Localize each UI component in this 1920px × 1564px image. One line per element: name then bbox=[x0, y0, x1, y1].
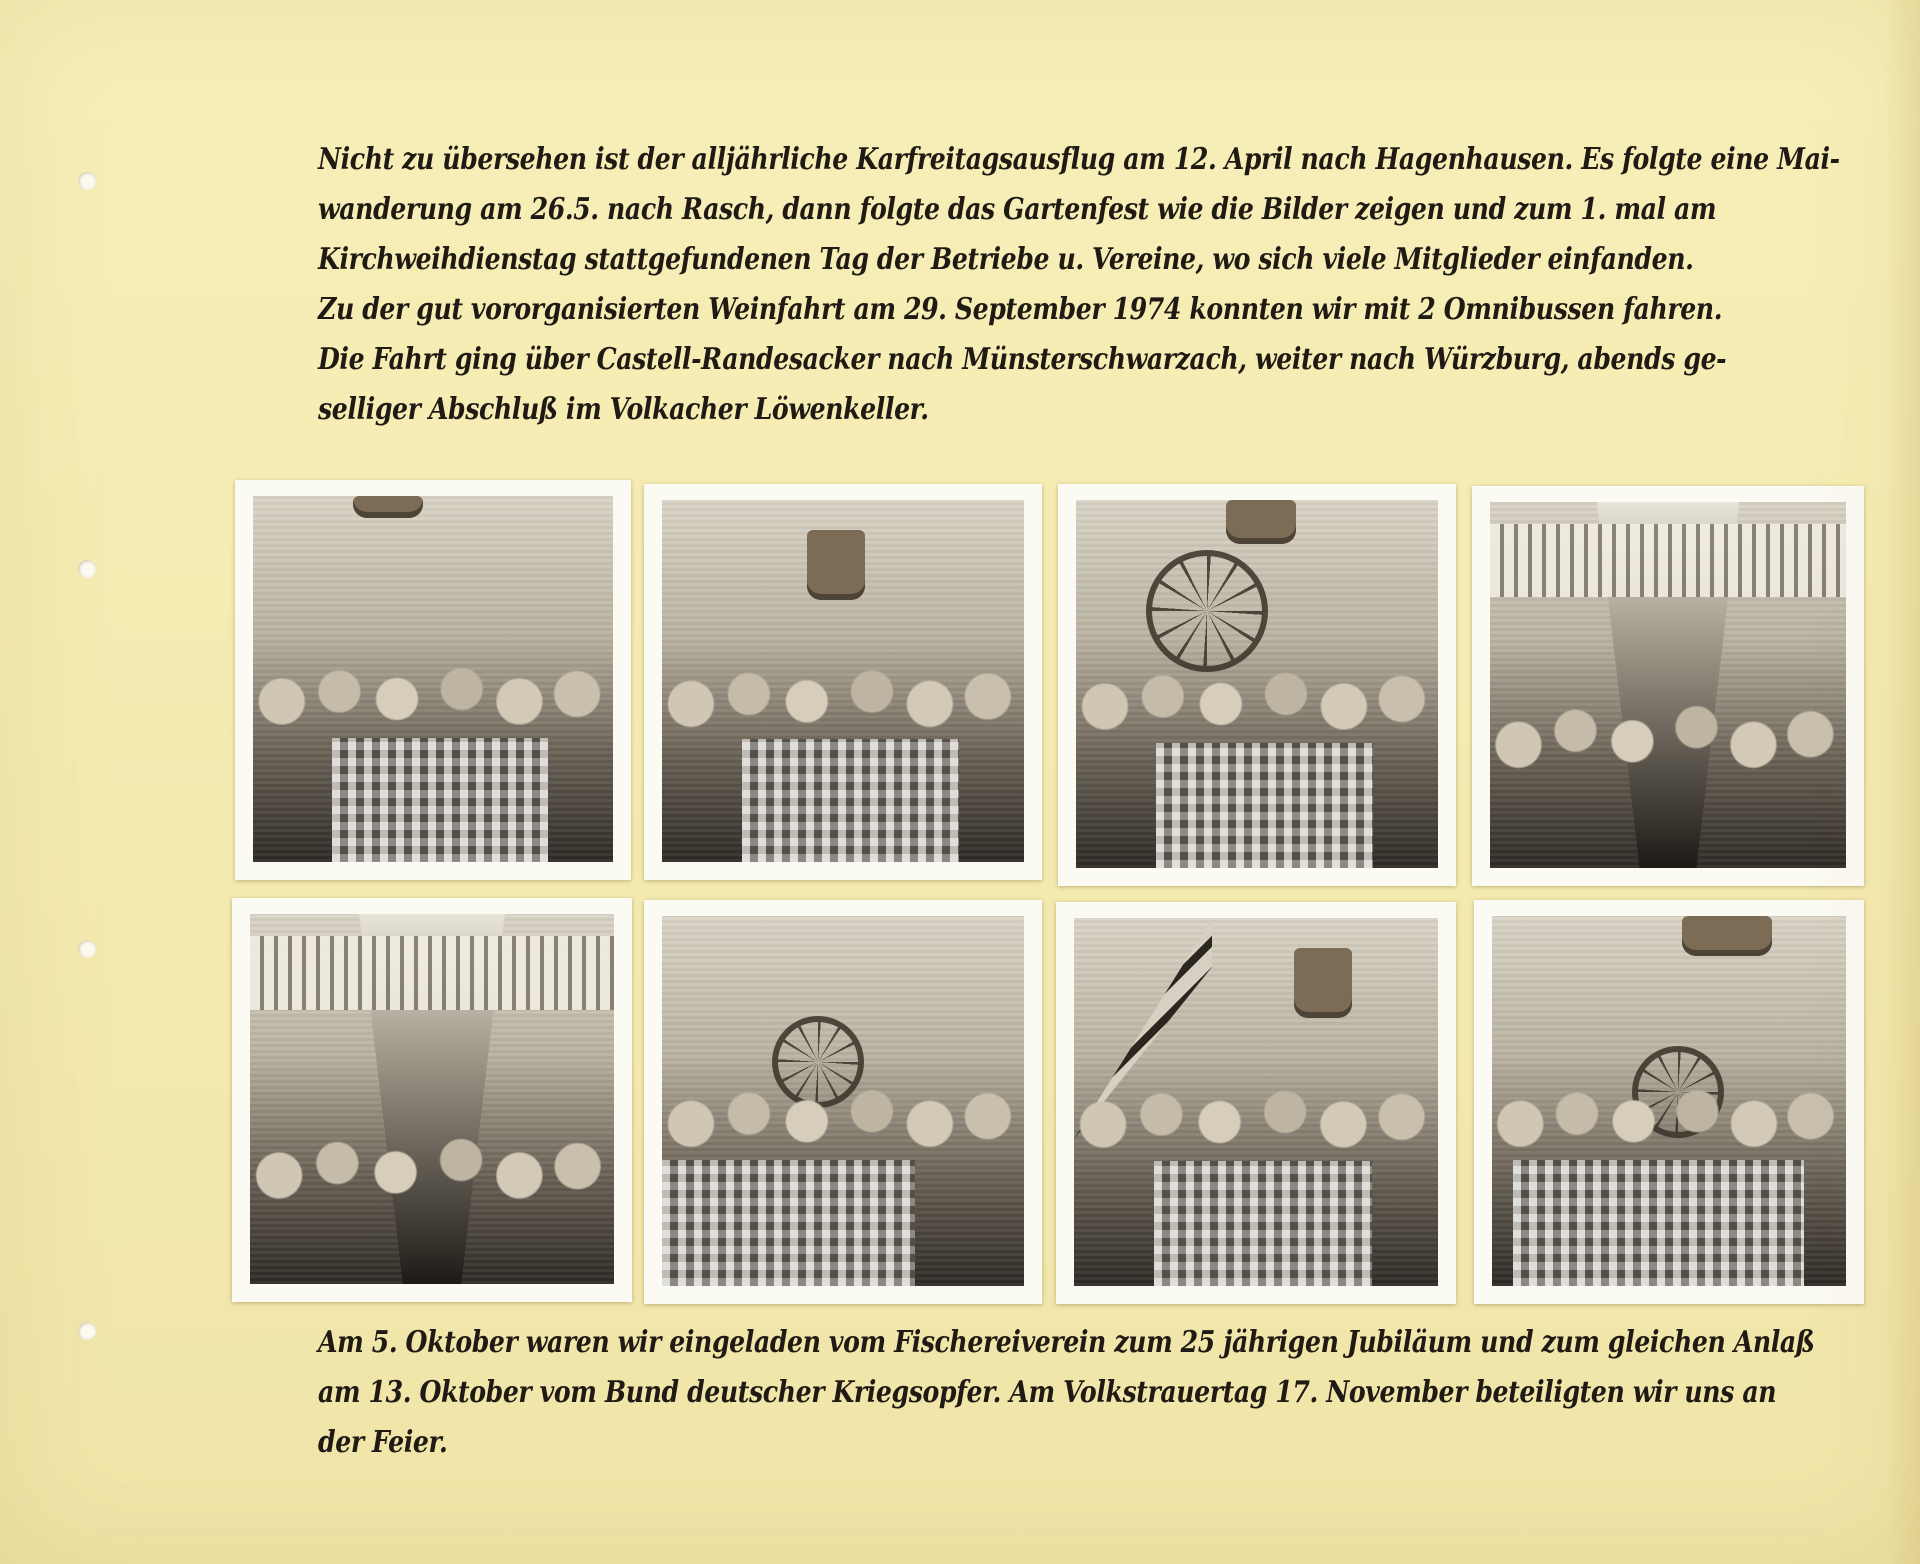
photo-image bbox=[1492, 916, 1846, 1286]
photo-1 bbox=[235, 480, 631, 880]
photo-5 bbox=[232, 898, 632, 1302]
text-line: Kirchweihdienstag stattgefundenen Tag der Betriebe u. Vereine, wo sich viele Mitglieder einfanden. bbox=[318, 242, 1694, 277]
binder-hole bbox=[78, 1322, 96, 1340]
text-line: Nicht zu übersehen ist der alljährliche Karfreitagsausflug am 12. April nach Hagenhausen. Es folgte eine Mai- bbox=[318, 142, 1840, 177]
text-line: selliger Abschluß im Volkacher Löwenkeller. bbox=[318, 392, 929, 427]
photo-image bbox=[1074, 918, 1438, 1286]
photo-6 bbox=[644, 900, 1042, 1304]
photo-image bbox=[662, 916, 1024, 1286]
photo-image bbox=[1490, 502, 1846, 868]
photo-3 bbox=[1058, 484, 1456, 886]
text-line: wanderung am 26.5. nach Rasch, dann folgte das Gartenfest wie die Bilder zeigen und zum 1. mal am bbox=[318, 192, 1717, 227]
photo-8 bbox=[1474, 900, 1864, 1304]
photo-2 bbox=[644, 484, 1042, 880]
binder-hole bbox=[78, 172, 96, 190]
text-line: Zu der gut vororganisierten Weinfahrt am 29. September 1974 konnten wir mit 2 Omnibussen fahren. bbox=[318, 292, 1723, 327]
photo-image bbox=[253, 496, 613, 862]
photo-image bbox=[662, 500, 1024, 862]
text-line: der Feier. bbox=[318, 1425, 448, 1460]
photo-4 bbox=[1472, 486, 1864, 886]
text-line: am 13. Oktober vom Bund deutscher Kriegsopfer. Am Volkstrauertag 17. November beteiligten wir uns an bbox=[318, 1375, 1777, 1410]
text-line: Die Fahrt ging über Castell-Randesacker nach Münsterschwarzach, weiter nach Würzburg, abends ge- bbox=[318, 342, 1727, 377]
binder-hole bbox=[78, 940, 96, 958]
page-edge-shadow bbox=[1884, 0, 1920, 1564]
photo-7 bbox=[1056, 902, 1456, 1304]
photo-image bbox=[250, 914, 614, 1284]
top-text-block bbox=[318, 135, 1840, 435]
photo-grid bbox=[230, 474, 1864, 1304]
bottom-text-block bbox=[318, 1318, 1815, 1468]
photo-image bbox=[1076, 500, 1438, 868]
text-line: Am 5. Oktober waren wir eingeladen vom Fischereiverein zum 25 jährigen Jubiläum und zum gleichen Anlaß bbox=[318, 1325, 1815, 1360]
binder-hole bbox=[78, 560, 96, 578]
